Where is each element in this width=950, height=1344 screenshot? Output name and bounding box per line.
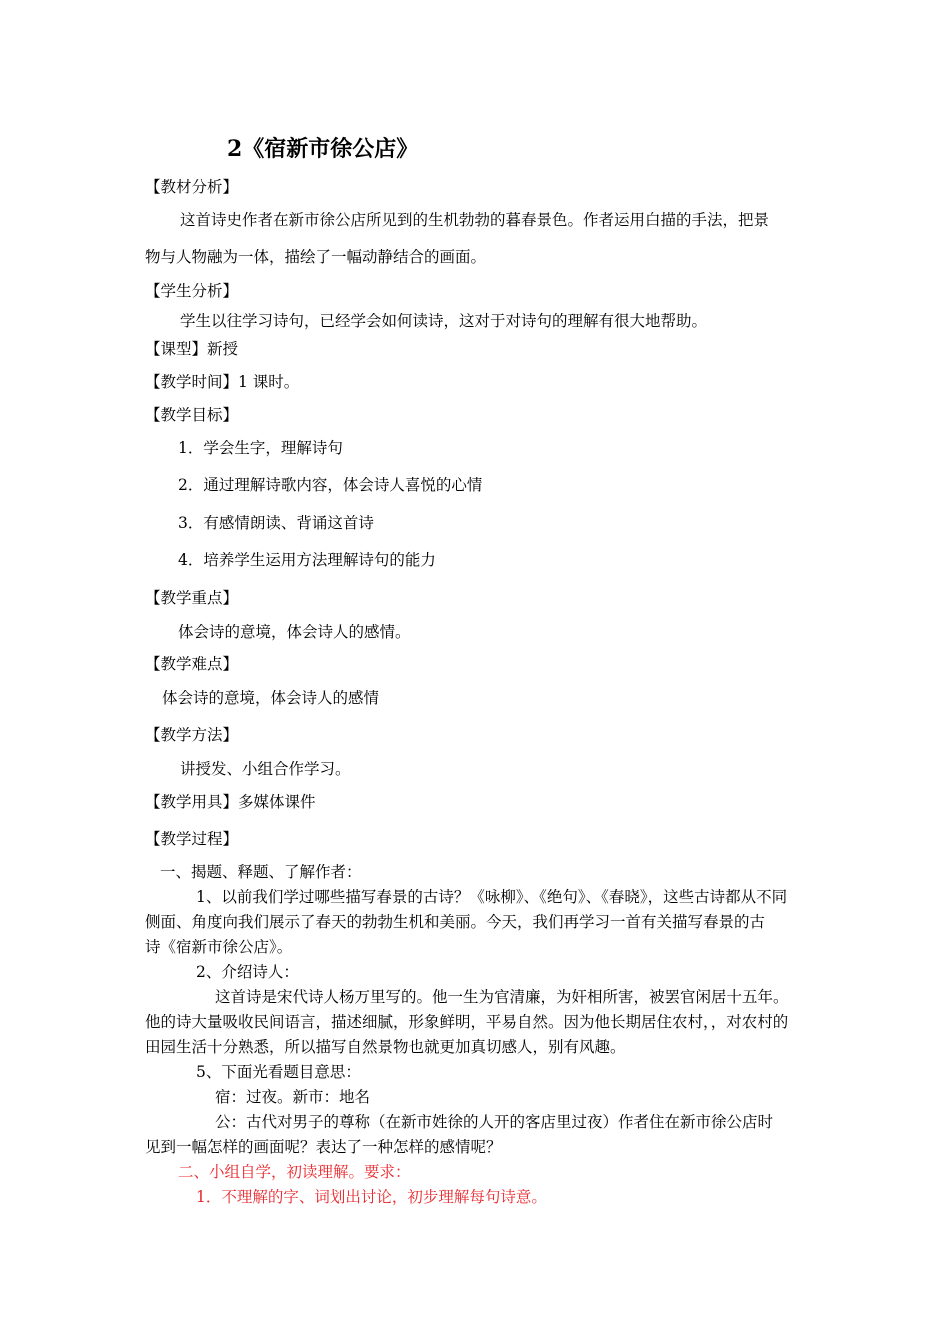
student-heading: 【学生分析】: [145, 282, 239, 300]
key-points-paragraph: 体会诗的意境，体会诗人的感情。: [178, 623, 411, 641]
goal-item-4: 4．培养学生运用方法理解诗句的能力: [178, 551, 436, 569]
process-item2-line1: 这首诗是宋代诗人杨万里写的。他一生为官清廉，为奸相所害，被罢官闲居十五年。: [215, 988, 789, 1006]
process-item5-line3: 见到一幅怎样的画面呢？表达了一种怎样的感情呢？: [145, 1138, 502, 1156]
process-item1-line2: 侧面、角度向我们展示了春天的勃勃生机和美丽。今天，我们再学习一首有关描写春景的古: [145, 913, 766, 931]
process-part2-item1: 1．不理解的字、词划出讨论，初步理解每句诗意。: [196, 1188, 547, 1206]
document-title: 2《宿新市徐公店》: [227, 136, 419, 162]
process-item5-line2: 公：古代对男子的尊称（在新市姓徐的人开的客店里过夜）作者住在新市徐公店时: [215, 1113, 774, 1131]
method-heading: 【教学方法】: [145, 726, 239, 744]
process-item1-line1: 1、以前我们学过哪些描写春景的古诗？《咏柳》、《绝句》、《春晓》，这些古诗都从不同: [196, 888, 788, 906]
goal-item-2: 2．通过理解诗歌内容，体会诗人喜悦的心情: [178, 476, 483, 494]
goal-item-3: 3．有感情朗读、背诵这首诗: [178, 514, 374, 532]
process-item5-heading: 5、下面光看题目意思：: [196, 1063, 361, 1081]
process-item2-line2: 他的诗大量吸收民间语言，描述细腻，形象鲜明，平易自然。因为他长期居住农村，，对农村的: [145, 1013, 789, 1031]
difficult-points-heading: 【教学难点】: [145, 655, 239, 673]
material-heading: 【教材分析】: [145, 178, 239, 196]
student-paragraph: 学生以往学习诗句，已经学会如何读诗，这对于对诗句的理解有很大地帮助。: [180, 312, 708, 330]
process-part2-heading: 二、小组自学，初读理解。要求：: [178, 1163, 411, 1181]
goals-heading: 【教学目标】: [145, 406, 239, 424]
lesson-time: 【教学时间】1 课时。: [145, 373, 300, 391]
lesson-type: 【课型】新授: [145, 340, 239, 358]
material-paragraph-line1: 这首诗史作者在新市徐公店所见到的生机勃勃的暮春景色。作者运用白描的手法，把景: [180, 211, 770, 229]
process-item2-line3: 田园生活十分熟悉，所以描写自然景物也就更加真切感人，别有风趣。: [145, 1038, 626, 1056]
process-item1-line3: 诗《宿新市徐公店》。: [145, 938, 293, 956]
key-points-heading: 【教学重点】: [145, 589, 239, 607]
method-paragraph: 讲授发、小组合作学习。: [180, 760, 351, 778]
process-part1-heading: 一、揭题、释题、了解作者：: [160, 863, 362, 881]
process-item5-line1: 宿：过夜。新市：地名: [215, 1088, 371, 1106]
material-paragraph-line2: 物与人物融为一体，描绘了一幅动静结合的画面。: [145, 248, 487, 266]
tools-line: 【教学用具】多媒体课件: [145, 793, 316, 811]
process-heading: 【教学过程】: [145, 830, 239, 848]
process-item2-heading: 2、介绍诗人：: [196, 963, 299, 981]
difficult-points-paragraph: 体会诗的意境，体会诗人的感情: [162, 689, 380, 707]
goal-item-1: 1．学会生字，理解诗句: [178, 439, 343, 457]
